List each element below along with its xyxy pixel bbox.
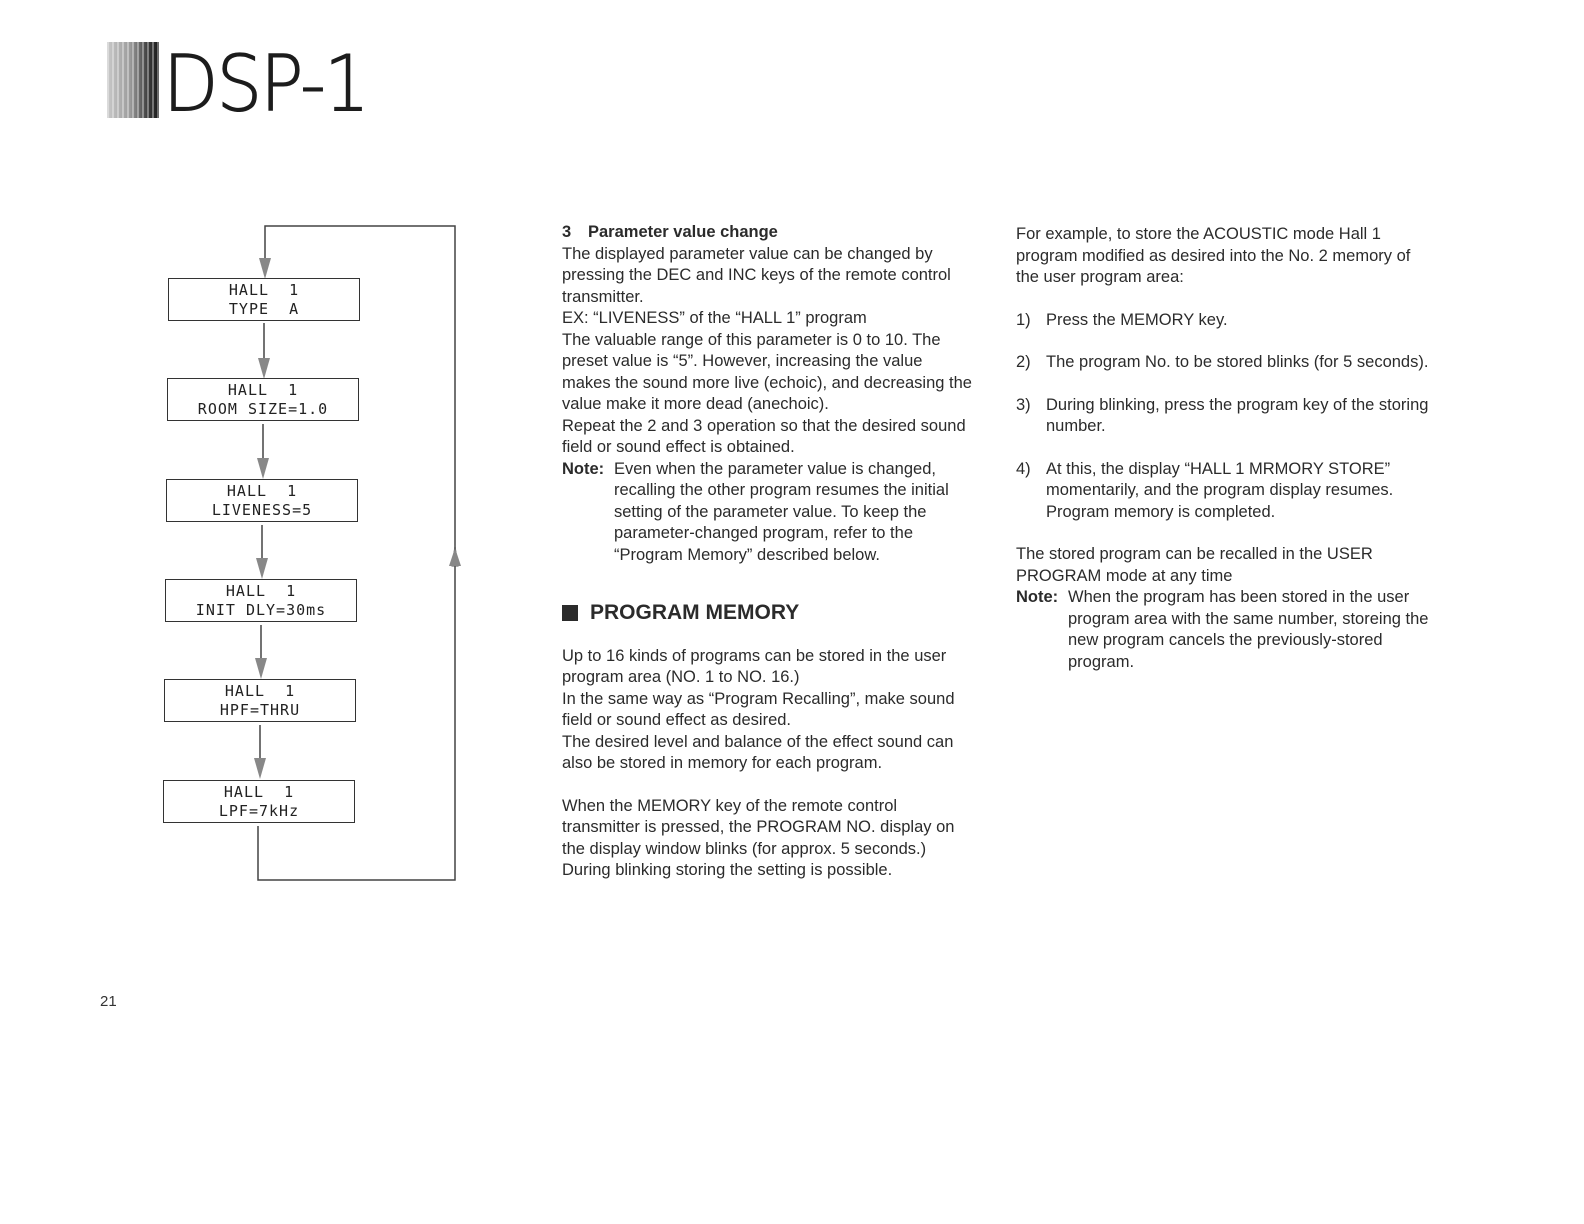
step-number: 2)	[1016, 353, 1031, 371]
arrow-into-box-3	[257, 458, 269, 479]
lcd-box-5	[164, 679, 356, 722]
paragraph: Up to 16 kinds of programs can be stored in the user program area (NO. 1 to NO. 16.)	[562, 646, 947, 686]
paragraph: When the MEMORY key of the remote control transmitter is pressed, the PROGRAM NO. display on the display window blinks (for approx. 5 seconds.)	[562, 796, 955, 858]
step-text: The program No. to be stored blinks (for 5 seconds).	[1046, 353, 1429, 371]
lcd-box-6	[163, 780, 355, 823]
loop-up-arrow-body	[449, 548, 461, 566]
note-text: When the program has been stored in the user program area with the same number, storeing the new program cancels the previously-stored program.	[1068, 588, 1429, 671]
lcd-box-4	[165, 579, 357, 622]
step-text: Press the MEMORY key.	[1046, 310, 1228, 329]
paragraph: The desired level and balance of the effect sound can also be stored in memory for each program.	[562, 732, 954, 772]
paragraph: Repeat the 2 and 3 operation so that the desired sound field or sound effect is obtained.	[562, 416, 966, 456]
list-item	[1016, 459, 1430, 524]
arrow-into-box-5	[255, 658, 267, 679]
arrow-into-box-2	[258, 358, 270, 379]
step-text: At this, the display “HALL 1 MRMORY STORE” momentarily, and the program display resumes. Program memory is completed.	[1046, 459, 1394, 521]
paragraph: EX: “LIVENESS” of the “HALL 1” program	[562, 309, 867, 327]
logo-text: DSP-1	[163, 38, 368, 129]
lcd-line-2: HPF=THRU	[219, 701, 301, 719]
lcd-line-1: HALL 1	[226, 482, 298, 500]
column-parameter-change	[562, 222, 974, 882]
lcd-line-2: INIT DLY=30ms	[195, 601, 327, 619]
section-heading-program-memory	[562, 602, 974, 624]
paragraph: The displayed parameter value can be changed by pressing the DEC and INC keys of the remote control transmitter.	[562, 244, 951, 306]
step-number: 1)	[1016, 310, 1031, 329]
lcd-line-1: HALL 1	[227, 381, 299, 399]
note-block	[1016, 587, 1430, 673]
list-item	[1016, 310, 1430, 332]
square-bullet-icon	[562, 605, 578, 621]
paragraph: The valuable range of this parameter is 0 to 10. The preset value is “5”. However, increasing the value makes the sound more live (echoic), and decreasing the value make it more dead (anechoic).	[562, 330, 972, 413]
paragraph: In the same way as “Program Recalling”, make sound field or sound effect as desired.	[562, 689, 955, 729]
lcd-line-2: TYPE A	[228, 300, 300, 318]
lcd-line-1: HALL 1	[228, 281, 300, 299]
column-program-storing	[1016, 224, 1430, 673]
lcd-line-2: LIVENESS=5	[211, 501, 313, 519]
arrow-into-box-6	[254, 758, 266, 779]
lcd-box-3	[166, 479, 358, 522]
note-block	[562, 459, 974, 567]
lcd-line-1: HALL 1	[224, 682, 296, 700]
paragraph: During blinking storing the setting is possible.	[562, 861, 893, 879]
lcd-line-1: HALL 1	[225, 582, 297, 600]
list-item	[1016, 352, 1430, 374]
note-label: Note:	[562, 459, 605, 478]
note-label: Note:	[1016, 588, 1059, 606]
lcd-line-2: LPF=7kHz	[218, 802, 300, 820]
arrow-into-box-4	[256, 558, 268, 579]
step-number: 3)	[1016, 395, 1031, 414]
arrow-into-box-1	[259, 258, 271, 279]
note-text: Even when the parameter value is changed, recalling the other program resumes the initial setting of the parameter value. To keep the parameter-changed program, refer to the “Program Memory” described below.	[614, 459, 949, 564]
lcd-line-2: ROOM SIZE=1.0	[197, 400, 329, 418]
step-text: During blinking, press the program key of the storing number.	[1046, 395, 1429, 435]
intro-paragraph: For example, to store the ACOUSTIC mode Hall 1 program modified as desired into the No. 2 memory of the user program area:	[1016, 225, 1411, 286]
paragraph: The stored program can be recalled in the USER PROGRAM mode at any time	[1016, 545, 1373, 585]
lcd-box-2	[167, 378, 359, 421]
step-number: 4)	[1016, 459, 1031, 478]
heading-parameter-value-change	[562, 222, 974, 244]
lcd-box-1	[168, 278, 360, 321]
list-item	[1016, 395, 1430, 438]
heading-text: Parameter value change	[588, 223, 778, 241]
heading-number: 3	[562, 223, 572, 241]
section-title: PROGRAM MEMORY	[590, 601, 800, 624]
lcd-line-1: HALL 1	[223, 783, 295, 801]
steps-list	[1016, 310, 1430, 524]
parameter-flow-diagram	[0, 0, 520, 920]
page-number: 21	[100, 993, 117, 1010]
